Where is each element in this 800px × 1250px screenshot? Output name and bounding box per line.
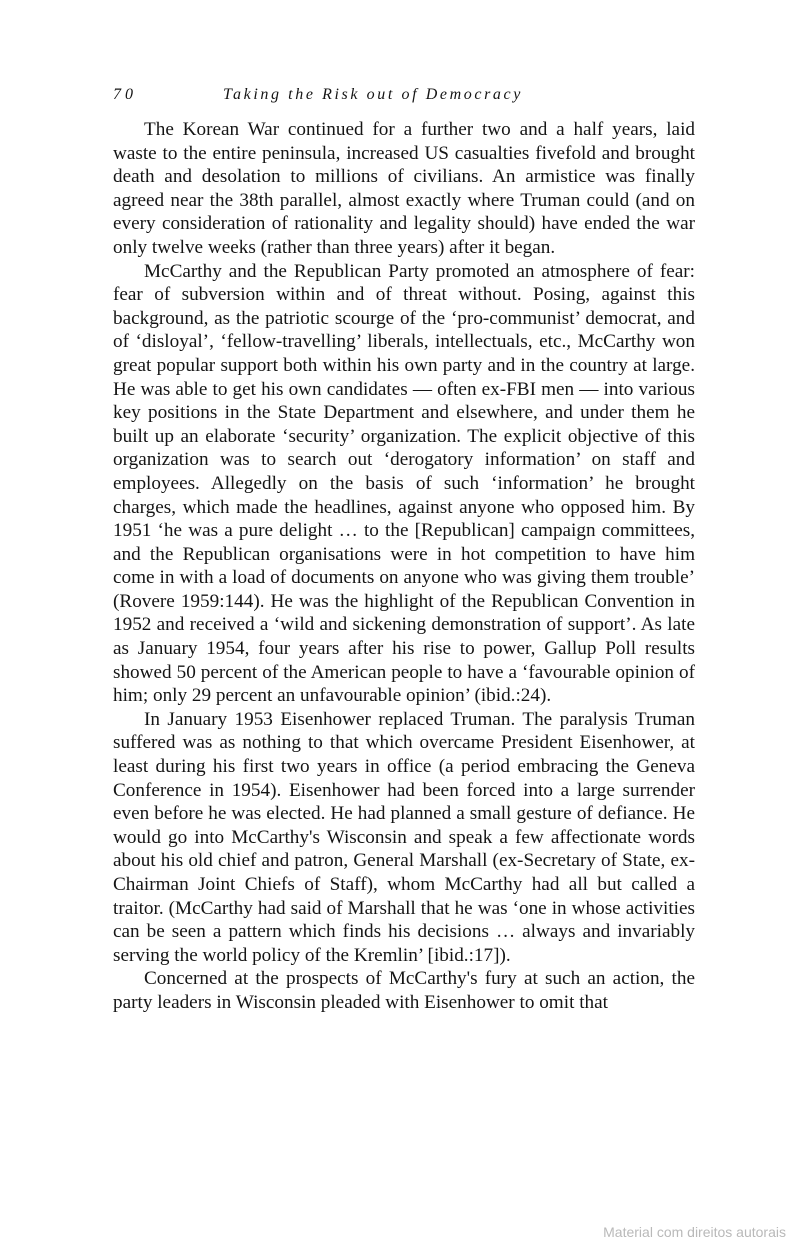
page-number: 70: [113, 86, 137, 103]
copyright-watermark: Material com direitos autorais: [603, 1224, 786, 1240]
paragraph: In January 1953 Eisenhower replaced Truman. The paralysis Truman suffered was as nothing to that which overcame President Eisenhower, at least during his first two years in office (a period embracing the Geneva Conference in 1954). Eisenhower had been forced into a large surrender even before he was elected. He had planned a small gesture of defiance. He would go into McCarthy's Wisconsin and speak a few affectionate words about his old chief and patron, General Marshall (ex-Secretary of State, ex-Chairman Joint Chiefs of Staff), whom McCarthy had all but called a traitor. (McCarthy had said of Marshall that he was ‘one in whose activities can be seen a pattern which finds his decisions … always and invariably serving the world policy of the Kremlin’ [ibid.:17]).: [113, 708, 695, 966]
paragraph: Concerned at the prospects of McCarthy's fury at such an action, the party leaders in Wisconsin pleaded with Eisenhower to omit that: [113, 968, 695, 1013]
running-header: [113, 86, 695, 118]
paragraph: The Korean War continued for a further two and a half years, laid waste to the entire peninsula, increased US casualties fivefold and brought death and desolation to millions of civilians. An armistice was finally agreed near the 38th parallel, almost exactly where Truman could (and on every consideration of rationality and legality should) have ended the war only twelve weeks (rather than three years) after it began.: [113, 119, 695, 258]
body-text: [113, 118, 695, 1015]
running-title: Taking the Risk out of Democracy: [223, 86, 523, 103]
paragraph: McCarthy and the Republican Party promoted an atmosphere of fear: fear of subversion within and of threat without. Posing, against this background, as the patriotic scourge of the ‘pro-communist’ democrat, and of ‘disloyal’, ‘fellow-travelling’ liberals, intellectuals, etc., McCarthy won great popular support both within his own party and in the country at large. He was able to get his own candidates — often ex-FBI men — into various key positions in the State Department and elsewhere, and under them he built up an elaborate ‘security’ organization. The explicit objective of this organization was to search out ‘derogatory information’ on staff and employees. Allegedly on the basis of such ‘information’ he brought charges, which made the headlines, against anyone who opposed him. By 1951 ‘he was a pure delight … to the [Republican] campaign committees, and the Republican organisations were in hot competition to have him come in with a load of documents on anyone who was giving them trouble’ (Rovere 1959:144). He was the highlight of the Republican Convention in 1952 and received a ‘wild and sickening demonstration of support’. As late as January 1954, four years after his rise to power, Gallup Poll results showed 50 percent of the American people to have a ‘favourable opinion of him; only 29 percent an unfavourable opinion’ (ibid.:24).: [113, 260, 695, 707]
book-page: [113, 86, 695, 1015]
